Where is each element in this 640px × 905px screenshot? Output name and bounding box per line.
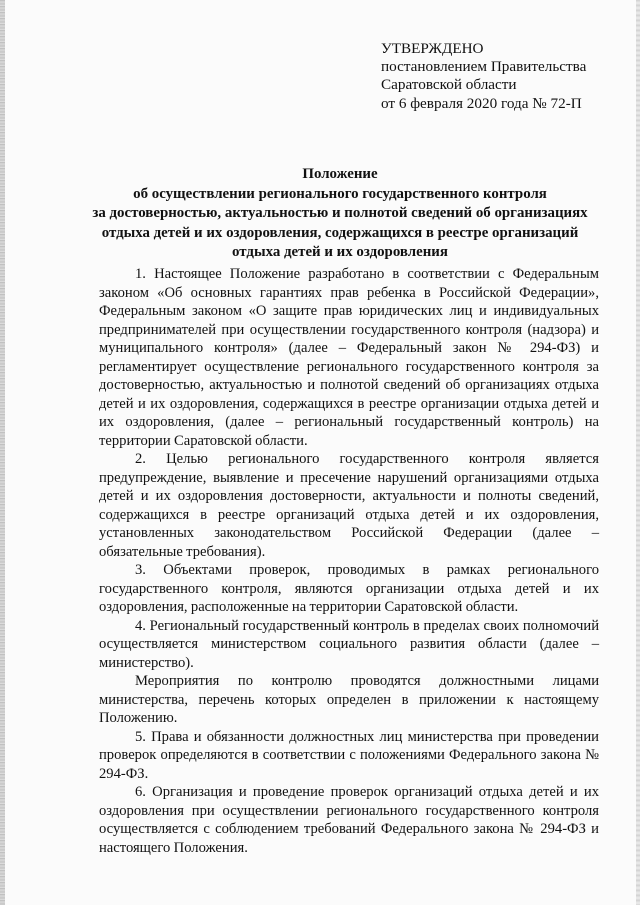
paragraph-2: 2. Целью регионального государственного контроля является предупреждение, выявление и пресечение нарушений организациями отдыха детей и их оздоровления достоверности, актуальности и полноты сведений, содержащихся в реестре организаций отдыха детей и их оздоровления, установленных законодательством Российской Федерации (далее – обязательные требования). [99, 451, 599, 560]
paragraph-4-continued: Мероприятия по контролю проводятся должностными лицами министерства, перечень которых определен в приложении к настоящему Положению. [99, 673, 599, 726]
document-title [70, 165, 610, 263]
paragraph-1: 1. Настоящее Положение разработано в соответствии с Федеральным законом «Об основных гарантиях прав ребенка в Российской Федерации», Федеральным законом «О защите прав юридических лиц и индивидуальных предпринимателей при осуществлении государственного контроля (надзора) и муниципального контроля» (далее – Федеральный закон № 294-ФЗ) и регламентирует осуществление регионального государственного контроля за достоверностью, актуальностью и полнотой сведений об организациях отдыха детей и их оздоровления, содержащихся в реестре организации отдыха детей и их оздоровления, (далее – региональный государственный контроль) на территории Саратовской области. [99, 266, 599, 449]
paragraph-6: 6. Организация и проведение проверок организаций отдыха детей и их оздоровления при осуществлении регионального государственного контроля осуществляется с соблюдением требований Федерального закона № 294-ФЗ и настоящего Положения. [99, 784, 599, 856]
paragraph-5: 5. Права и обязанности должностных лиц министерства при проведении проверок определяются в соответствии с положениями Федерального закона № 294-ФЗ. [99, 728, 599, 782]
title-line: Положение [302, 166, 378, 182]
approval-line: от 6 февраля 2020 года № 72-П [381, 94, 582, 112]
paragraph-4: 4. Региональный государственный контроль в пределах своих полномочий осуществляется министерством социального развития области (далее – министерство). [99, 617, 599, 671]
paragraph-3: 3. Объектами проверок, проводимых в рамках регионального государственного контроля, являются организации отдыха детей и их оздоровления, расположенные на территории Саратовской области. [99, 562, 599, 615]
title-line: отдыха детей и их оздоровления [232, 244, 448, 260]
approval-stamp [381, 40, 631, 113]
scan-edge-left [0, 0, 5, 905]
title-line: об осуществлении регионального государственного контроля [133, 185, 547, 202]
title-line: отдыха детей и их оздоровления, содержащихся в реестре организаций [101, 224, 579, 241]
title-line: за достоверностью, актуальностью и полнотой сведений об организациях [92, 205, 588, 221]
document-body [99, 265, 599, 857]
scan-edge-right [636, 0, 640, 905]
approval-heading: УТВЕРЖДЕНО [381, 40, 484, 57]
approval-line: постановлением Правительства [381, 58, 587, 76]
approval-line: Саратовской области [381, 76, 517, 94]
